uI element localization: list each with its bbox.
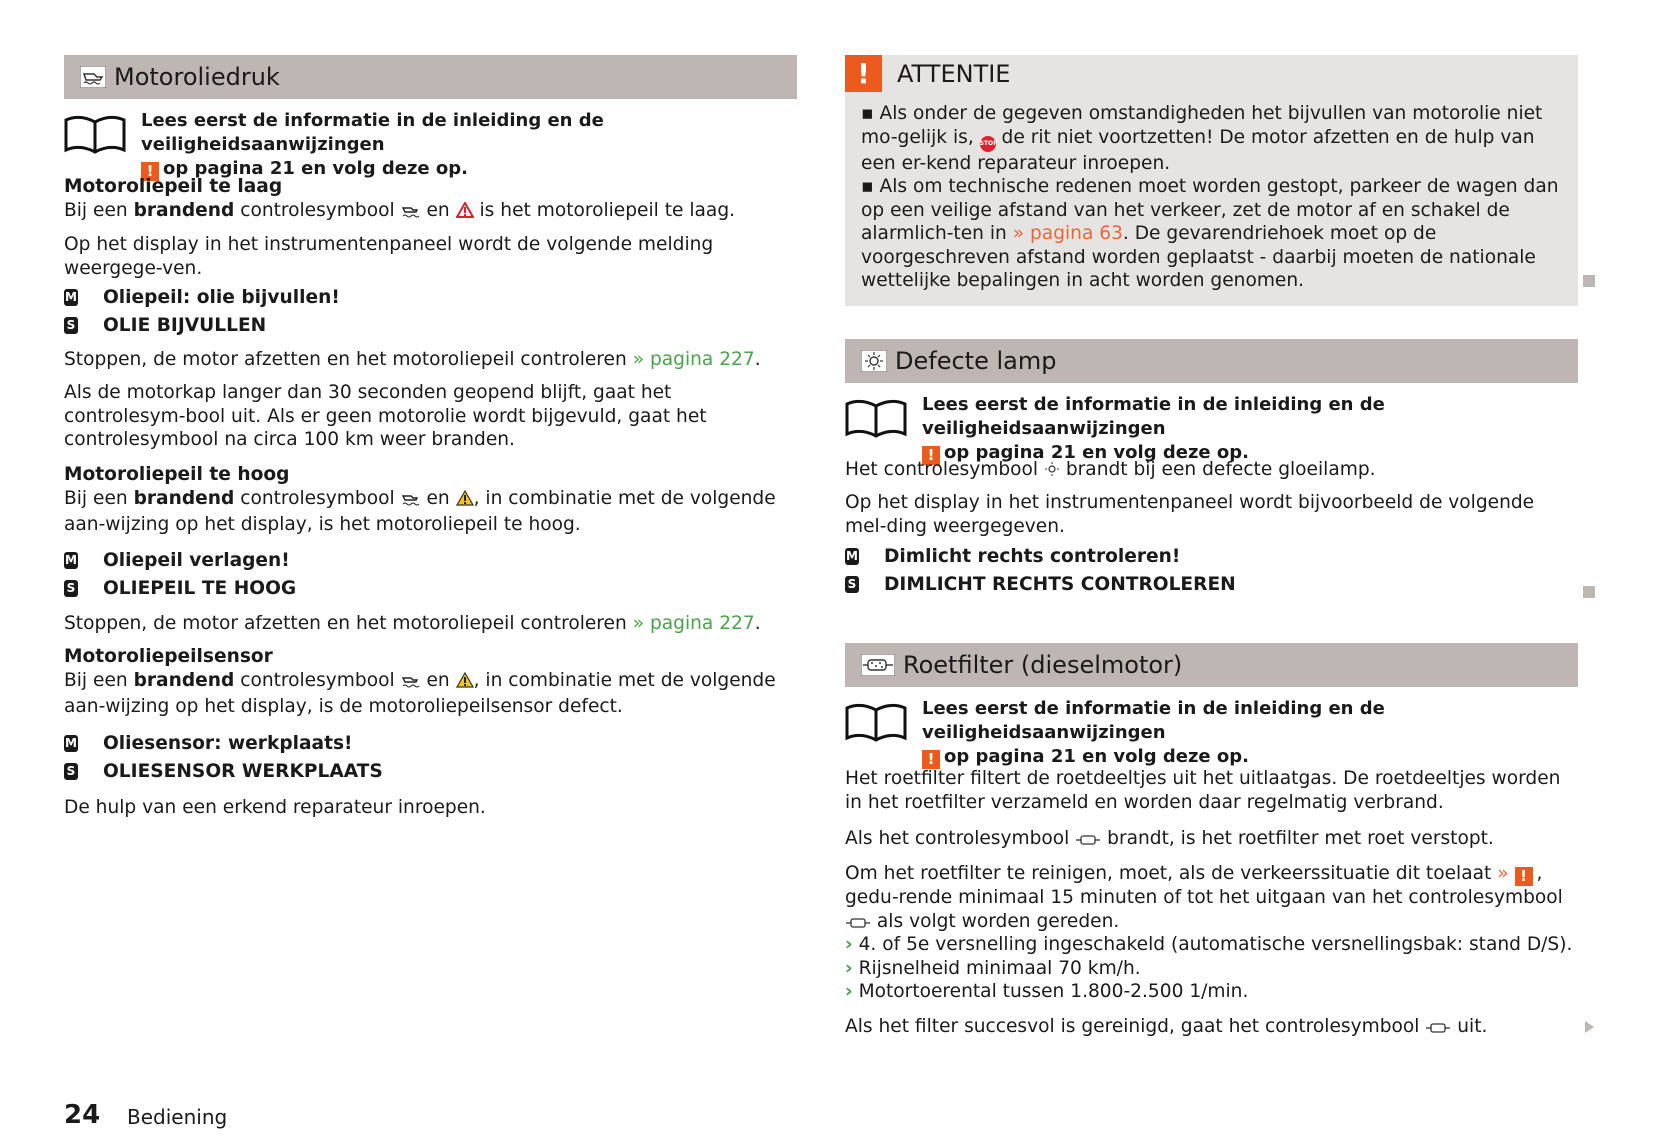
m-badge-icon: M <box>65 553 77 567</box>
reference-link[interactable]: op pagina 21 en volg deze op. <box>944 442 1249 463</box>
paragraph-high-1: Bij een brandend controlesymbool en , in combinatie met de volgende aan-wijzing op het display, is het motoroliepeil te hoog. <box>64 488 776 535</box>
section-header-particle-filter <box>845 643 1578 687</box>
page-link-227[interactable]: » pagina 227 <box>632 349 755 370</box>
safety-reference: Lees eerst de informatie in de inleiding en de veiligheidsaanwijzingen ! op pagina 21 en volg deze op. <box>922 698 1385 768</box>
paragraph-low-3: Stoppen, de motor afzetten en het motoroliepeil controleren » pagina 227. <box>64 349 761 370</box>
book-icon <box>845 700 907 746</box>
filter-steps-list <box>845 933 1578 1004</box>
paragraph-filter-2: Als het controlesymbool brandt, is het roetfilter met roet verstopt. <box>845 827 1578 853</box>
end-marker <box>1583 275 1595 287</box>
section-header-defect-lamp <box>845 339 1578 383</box>
oil-pressure-icon <box>401 489 421 513</box>
paragraph-sensor-2: De hulp van een erkend reparateur inroepen. <box>64 797 486 818</box>
paragraph-sensor-1: Bij een brandend controlesymbool en , in combinatie met de volgende aan-wijzing op het display, is de motoroliepeilsensor defect. <box>64 670 776 717</box>
section-title: Roetfilter (dieselmotor) <box>903 651 1183 679</box>
particle-filter-icon <box>861 654 895 680</box>
paragraph-filter-4: Als het filter succesvol is gereinigd, gaat het controlesymbool uit. <box>845 1015 1578 1041</box>
warning-icon: ! <box>922 446 940 465</box>
footer-section-label: Bediening <box>127 1105 228 1129</box>
book-icon <box>845 396 907 442</box>
attention-bullet-1: ▪ Als onder de gegeven omstandigheden het bijvullen van motorolie niet mo-gelijk is, STOP de rit niet voortzetten! De motor afzetten en de hulp van een er-kend reparateur inroepen. <box>861 103 1543 174</box>
display-message-s: S DIMLICHT RECHTS CONTROLEREN <box>845 573 1578 597</box>
paragraph-filter-3: Om het roetfilter te reinigen, moet, als de verkeerssituatie dit toelaat » ! , gedu-rende minimaal 15 minuten of tot het uitgaan van het controlesymbool als volgt worden gereden. <box>845 862 1578 935</box>
display-message-s: S OLIEPEIL TE HOOG <box>64 577 797 601</box>
reference-link[interactable]: op pagina 21 en volg deze op. <box>944 746 1249 767</box>
oil-pressure-icon <box>401 201 421 225</box>
chevron-right-icon: › <box>845 981 853 1002</box>
safety-reference: Lees eerst de informatie in de inleiding en de veiligheidsaanwijzingen ! op pagina 21 en volg deze op. <box>922 394 1385 464</box>
page-number: 24 <box>64 1100 101 1130</box>
section-title: Motoroliedruk <box>114 63 280 91</box>
particle-filter-icon <box>1425 1017 1451 1041</box>
continue-arrow-icon <box>1585 1021 1594 1033</box>
display-message-s: S OLIE BIJVULLEN <box>64 314 797 338</box>
display-message-m: M Oliepeil verlagen! <box>65 550 290 571</box>
s-badge-icon: S <box>845 576 859 593</box>
yellow-warning-triangle-icon <box>456 489 474 513</box>
m-badge-icon: M <box>846 549 858 563</box>
warning-icon: ! <box>1515 867 1533 886</box>
display-message-m: M Oliepeil: olie bijvullen! <box>65 287 340 308</box>
display-message-m: M Oliesensor: werkplaats! <box>65 733 353 754</box>
attention-text <box>861 102 1562 293</box>
page-link-63[interactable]: » pagina 63 <box>1012 223 1123 244</box>
s-badge-icon: S <box>64 763 78 780</box>
m-badge-icon: M <box>65 736 77 750</box>
list-item: › Motortoerental tussen 1.800-2.500 1/min. <box>845 981 1249 1002</box>
chevron-right-icon: › <box>845 957 853 979</box>
oil-pressure-icon <box>401 671 421 695</box>
paragraph-high-2: Stoppen, de motor afzetten en het motoroliepeil controleren » pagina 227. <box>64 613 761 634</box>
warning-icon: ! <box>922 750 940 769</box>
section-header-oil-pressure <box>64 55 797 99</box>
paragraph-low-4: Als de motorkap langer dan 30 seconden geopend blijft, gaat het controlesym-bool uit. Als er geen motorolie wordt bijgevuld, gaat het controlesymbool na circa 100 km weer branden. <box>64 382 707 450</box>
bulb-icon <box>861 350 887 376</box>
m-badge-icon: M <box>65 290 77 304</box>
exclamation-icon: ! <box>845 55 882 92</box>
reference-line-1: Lees eerst de informatie in de inleiding en de veiligheidsaanwijzingen <box>141 110 604 155</box>
subheading-high: Motoroliepeil te hoog <box>64 464 290 485</box>
paragraph-lamp-1: Het controlesymbool brandt bij een defecte gloeilamp. <box>845 458 1578 484</box>
attention-bullet-2: ▪ Als om technische redenen moet worden gestopt, parkeer de wagen dan op een veilige afstand van het verkeer, zet de motor af en schakel de alarmlich-ten in » pagina 63. De gevarendriehoek moet op de voorgeschreven afstand worden geplaatst - daarbij moeten de nationale wettelijke bepalingen in acht worden genomen. <box>861 176 1559 291</box>
red-warning-triangle-icon <box>456 201 474 225</box>
section-title: Defecte lamp <box>895 347 1057 375</box>
safety-reference <box>141 109 797 181</box>
display-message-s: S OLIESENSOR WERKPLAATS <box>64 760 797 784</box>
subheading-low: Motoroliepeil te laag <box>64 176 283 197</box>
s-badge-icon: S <box>64 317 78 334</box>
s-badge-icon: S <box>64 580 78 597</box>
bulb-warning-icon <box>1044 460 1060 484</box>
particle-filter-icon <box>845 912 871 936</box>
chevron-right-icon: › <box>845 934 853 955</box>
paragraph-low-2: Op het display in het instrumentenpaneel wordt de volgende melding weergege-ven. <box>64 234 714 279</box>
list-item: › 4. of 5e versnelling ingeschakeld (automatische versnellingsbak: stand D/S). <box>845 934 1573 955</box>
display-message-m: M Dimlicht rechts controleren! <box>846 546 1181 567</box>
warning-link[interactable]: » <box>1497 863 1509 884</box>
stop-sign-icon: STOP <box>980 136 996 152</box>
particle-filter-icon <box>1075 829 1101 853</box>
end-marker <box>1583 586 1595 598</box>
attention-title: ATTENTIE <box>897 60 1011 88</box>
warning-icon: ! <box>141 162 159 181</box>
oil-can-icon <box>80 66 106 92</box>
paragraph-low-1: Bij een brandend controlesymbool en is het motoroliepeil te laag. <box>64 199 797 225</box>
page-link-227[interactable]: » pagina 227 <box>632 613 755 634</box>
yellow-warning-triangle-icon <box>456 671 474 695</box>
attention-box <box>845 55 1578 306</box>
book-icon <box>64 112 126 158</box>
reference-link[interactable]: op pagina 21 en volg deze op. <box>163 158 468 179</box>
paragraph-lamp-2: Op het display in het instrumentenpaneel wordt bijvoorbeeld de volgende mel-ding weergegeven. <box>845 492 1535 537</box>
list-item: › Rijsnelheid minimaal 70 km/h. <box>845 957 1141 979</box>
subheading-sensor: Motoroliepeilsensor <box>64 646 273 667</box>
paragraph-filter-1: Het roetfilter filtert de roetdeeltjes uit het uitlaatgas. De roetdeeltjes worden in het roetfilter verzameld en worden daar regelmatig verbrand. <box>845 768 1561 813</box>
